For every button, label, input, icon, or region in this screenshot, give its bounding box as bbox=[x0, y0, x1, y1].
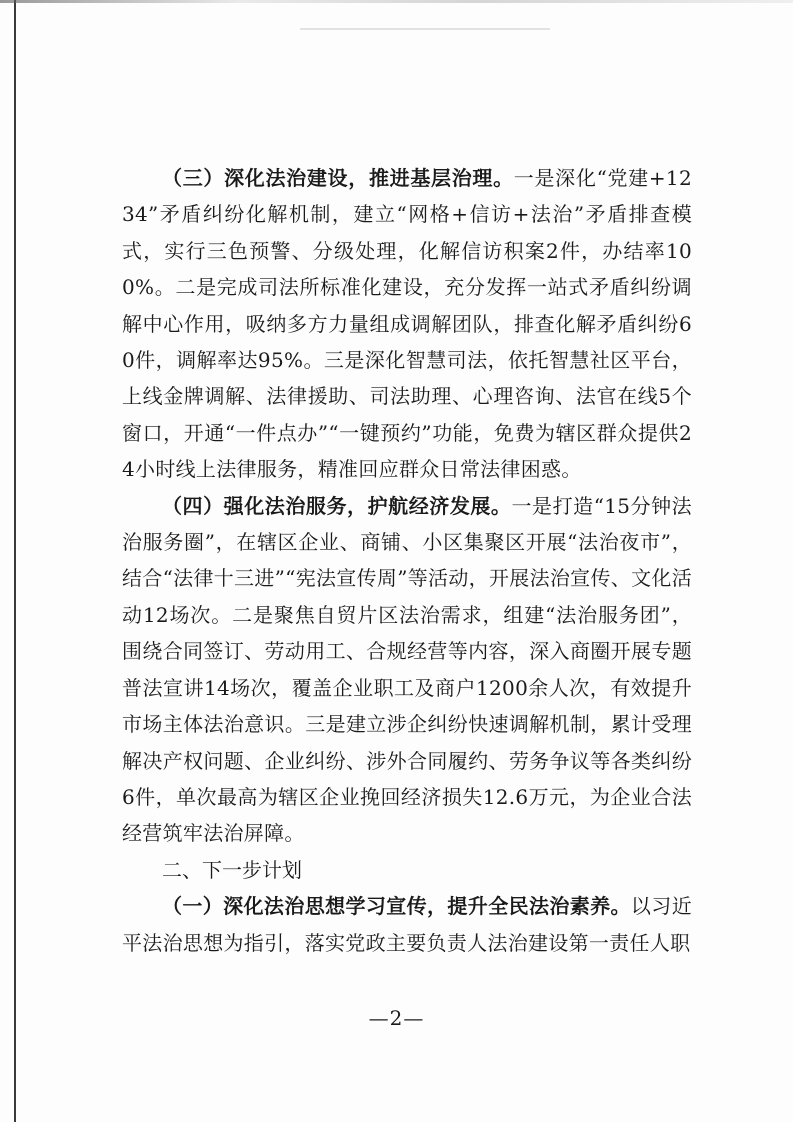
plan-one-paragraph bbox=[122, 888, 692, 961]
page-number: —2— bbox=[368, 1006, 425, 1030]
section-four-title: （四）强化法治服务，护航经济发展。 bbox=[162, 493, 512, 518]
section-three-paragraph bbox=[122, 160, 692, 488]
scan-border-left bbox=[14, 0, 16, 1122]
scan-border-top bbox=[0, 0, 793, 3]
section-four-body: 一是打造“15分钟法治服务圈”，在辖区企业、商铺、小区集聚区开展“法治夜市”，结合“法律十三进”“宪法宣传周”等活动，开展法治宣传、文化活动12场次。二是聚焦自贸片区法治需求，组建“法治服务团”，围绕合同签订、劳动用工、合规经营等内容，深入商圈开展专题普法宣讲14场次，覆盖企业职工及商户1200余人次，有效提升市场主体法治意识。三是建立涉企纠纷快速调解机制，累计受理解决产权问题、企业纠纷、涉外合同履约、劳务争议等各类纠纷6件，单次最高为辖区企业挽回经济损失12.6万元，为企业合法经营筑牢法治屏障。 bbox=[122, 493, 692, 846]
document-body bbox=[122, 160, 692, 961]
section-three-body: 一是深化“党建+1234”矛盾纠纷化解机制，建立“网格+信访+法治”矛盾排查模式，实行三色预警、分级处理，化解信访积案2件，办结率100%。二是完成司法所标准化建设，充分发挥一站式矛盾纠纷调解中心作用，吸纳多方力量组成调解团队，排查化解矛盾纠纷60件，调解率达95%。三是深化智慧司法，依托智慧社区平台，上线金牌调解、法律援助、司法助理、心理咨询、法官在线5个窗口，开通“一件点办”“一键预约”功能，免费为辖区群众提供24小时线上法律服务，精准回应群众日常法律困惑。 bbox=[122, 166, 692, 482]
plan-one-title: （一）深化法治思想学习宣传，提升全民法治素养。 bbox=[162, 894, 631, 919]
scan-artifact bbox=[300, 28, 550, 30]
plan-one-body: 以习近平法治思想为指引，落实党政主要负责人法治建设第一责任人职 bbox=[122, 894, 692, 955]
section-four-paragraph bbox=[122, 488, 692, 852]
section-three-title: （三）深化法治建设，推进基层治理。 bbox=[162, 166, 514, 190]
next-plan-heading: 二、下一步计划 bbox=[162, 857, 302, 882]
